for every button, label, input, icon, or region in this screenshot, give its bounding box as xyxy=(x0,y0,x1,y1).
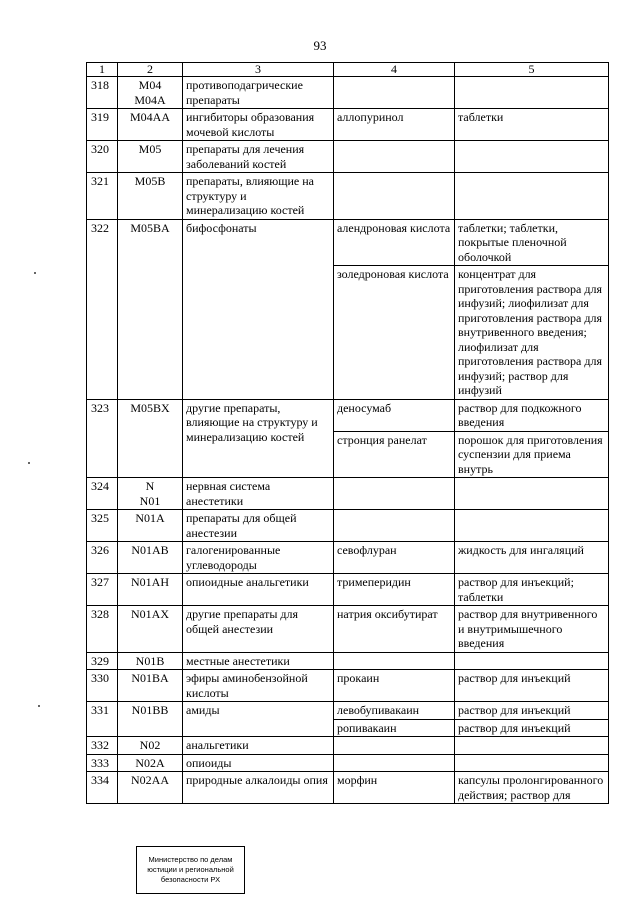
group-name-cell: препараты для лечения заболеваний костей xyxy=(183,141,334,173)
group-name-cell: нервная система анестетики xyxy=(183,478,334,510)
group-name-cell: противоподагрические препараты xyxy=(183,77,334,109)
stamp-line: юстиции и региональной xyxy=(147,865,234,874)
scan-speck xyxy=(28,462,30,464)
table-row xyxy=(87,510,609,542)
dosage-form-cell: таблетки; таблетки, покрытые пленочной оболочкой xyxy=(455,219,609,266)
dosage-form-cell xyxy=(455,510,609,542)
col-header-3: 3 xyxy=(183,63,334,77)
atc-code-cell: M04 M04A xyxy=(118,77,183,109)
row-number-cell: 319 xyxy=(87,109,118,141)
drug-name-cell: деносумаб xyxy=(334,399,455,431)
group-name-cell: ингибиторы образования мочевой кислоты xyxy=(183,109,334,141)
dosage-form-cell xyxy=(455,478,609,510)
table-row xyxy=(87,606,609,653)
drug-name-cell: севофлуран xyxy=(334,542,455,574)
col-header-4: 4 xyxy=(334,63,455,77)
group-name-cell: другие препараты, влияющие на структуру и минерализацию костей xyxy=(183,399,334,478)
dosage-form-cell: концентрат для приготовления раствора для инфузий; лиофилизат для приготовления раствора для внутривенного введения; лиофилизат для приготовления раствора для инфузий; раствор для инфузий xyxy=(455,266,609,400)
row-number-cell: 328 xyxy=(87,606,118,653)
atc-code-cell: N N01 xyxy=(118,478,183,510)
drug-name-cell: левобупивакаин xyxy=(334,702,455,720)
table-row xyxy=(87,399,609,431)
drug-name-cell xyxy=(334,737,455,755)
atc-code-cell: N02A xyxy=(118,754,183,772)
row-number-cell: 329 xyxy=(87,652,118,670)
group-name-cell: опиоиды xyxy=(183,754,334,772)
table-row xyxy=(87,542,609,574)
atc-code-cell: M05 xyxy=(118,141,183,173)
registration-stamp xyxy=(136,846,245,894)
table-row xyxy=(87,772,609,804)
table-row xyxy=(87,141,609,173)
dosage-form-cell: раствор для инъекций xyxy=(455,702,609,720)
row-number-cell: 322 xyxy=(87,219,118,399)
group-name-cell: амиды xyxy=(183,702,334,737)
dosage-form-cell xyxy=(455,754,609,772)
group-name-cell: опиоидные анальгетики xyxy=(183,574,334,606)
table-row xyxy=(87,652,609,670)
atc-code-cell: N02AA xyxy=(118,772,183,804)
atc-code-cell: N01AH xyxy=(118,574,183,606)
group-name-cell: местные анестетики xyxy=(183,652,334,670)
group-name-cell: другие препараты для общей анестезии xyxy=(183,606,334,653)
row-number-cell: 333 xyxy=(87,754,118,772)
atc-code-cell: N01BB xyxy=(118,702,183,737)
row-number-cell: 323 xyxy=(87,399,118,478)
dosage-form-cell: раствор для внутривенного и внутримышечного введения xyxy=(455,606,609,653)
drug-name-cell: морфин xyxy=(334,772,455,804)
dosage-form-cell xyxy=(455,77,609,109)
page-number: 93 xyxy=(313,38,327,53)
table-row xyxy=(87,670,609,702)
drug-name-cell: тримеперидин xyxy=(334,574,455,606)
row-number-cell: 321 xyxy=(87,173,118,220)
group-name-cell: природные алкалоиды опия xyxy=(183,772,334,804)
row-number-cell: 326 xyxy=(87,542,118,574)
drug-name-cell: золедроновая кислота xyxy=(334,266,455,400)
dosage-form-cell: порошок для приготовления суспензии для приема внутрь xyxy=(455,431,609,478)
row-number-cell: 320 xyxy=(87,141,118,173)
col-header-2: 2 xyxy=(118,63,183,77)
drug-name-cell xyxy=(334,141,455,173)
row-number-cell: 327 xyxy=(87,574,118,606)
table-row xyxy=(87,77,609,109)
table-row xyxy=(87,109,609,141)
drug-name-cell: ропивакаин xyxy=(334,719,455,737)
table-row xyxy=(87,574,609,606)
dosage-form-cell: раствор для инъекций xyxy=(455,670,609,702)
header-row xyxy=(87,63,609,77)
row-number-cell: 325 xyxy=(87,510,118,542)
atc-code-cell: N01BA xyxy=(118,670,183,702)
drug-name-cell xyxy=(334,652,455,670)
atc-code-cell: N02 xyxy=(118,737,183,755)
scan-speck xyxy=(38,705,40,707)
drug-name-cell: аллопуринол xyxy=(334,109,455,141)
atc-code-cell: M05BX xyxy=(118,399,183,478)
group-name-cell: препараты для общей анестезии xyxy=(183,510,334,542)
drug-table xyxy=(86,62,609,804)
stamp-line: безопасности РХ xyxy=(160,875,221,884)
table-row xyxy=(87,219,609,266)
col-header-1: 1 xyxy=(87,63,118,77)
dosage-form-cell xyxy=(455,737,609,755)
stamp-line: Министерство по делам xyxy=(148,855,233,864)
row-number-cell: 324 xyxy=(87,478,118,510)
drug-name-cell xyxy=(334,77,455,109)
table-body xyxy=(87,77,609,804)
atc-code-cell: N01AX xyxy=(118,606,183,653)
table-row xyxy=(87,478,609,510)
row-number-cell: 330 xyxy=(87,670,118,702)
group-name-cell: галогенированные углеводороды xyxy=(183,542,334,574)
group-name-cell: препараты, влияющие на структуру и минерализацию костей xyxy=(183,173,334,220)
atc-code-cell: N01AB xyxy=(118,542,183,574)
drug-name-cell: прокаин xyxy=(334,670,455,702)
table-row xyxy=(87,173,609,220)
dosage-form-cell: раствор для инъекций; таблетки xyxy=(455,574,609,606)
dosage-form-cell xyxy=(455,652,609,670)
scan-speck xyxy=(34,272,36,274)
dosage-form-cell xyxy=(455,173,609,220)
drug-name-cell xyxy=(334,478,455,510)
atc-code-cell: N01B xyxy=(118,652,183,670)
table-row xyxy=(87,702,609,720)
atc-code-cell: M05B xyxy=(118,173,183,220)
drug-name-cell: натрия оксибутират xyxy=(334,606,455,653)
table-row xyxy=(87,737,609,755)
row-number-cell: 331 xyxy=(87,702,118,737)
atc-code-cell: M04AA xyxy=(118,109,183,141)
dosage-form-cell: капсулы пролонгированного действия; раствор для xyxy=(455,772,609,804)
row-number-cell: 334 xyxy=(87,772,118,804)
dosage-form-cell: раствор для подкожного введения xyxy=(455,399,609,431)
group-name-cell: бифосфонаты xyxy=(183,219,334,399)
atc-code-cell: N01A xyxy=(118,510,183,542)
atc-code-cell: M05BA xyxy=(118,219,183,399)
dosage-form-cell xyxy=(455,141,609,173)
table-row xyxy=(87,754,609,772)
dosage-form-cell: жидкость для ингаляций xyxy=(455,542,609,574)
dosage-form-cell: раствор для инъекций xyxy=(455,719,609,737)
group-name-cell: анальгетики xyxy=(183,737,334,755)
row-number-cell: 318 xyxy=(87,77,118,109)
drug-name-cell xyxy=(334,173,455,220)
drug-name-cell xyxy=(334,510,455,542)
group-name-cell: эфиры аминобензойной кислоты xyxy=(183,670,334,702)
col-header-5: 5 xyxy=(455,63,609,77)
drug-name-cell: стронция ранелат xyxy=(334,431,455,478)
drug-name-cell: алендроновая кислота xyxy=(334,219,455,266)
row-number-cell: 332 xyxy=(87,737,118,755)
dosage-form-cell: таблетки xyxy=(455,109,609,141)
drug-name-cell xyxy=(334,754,455,772)
